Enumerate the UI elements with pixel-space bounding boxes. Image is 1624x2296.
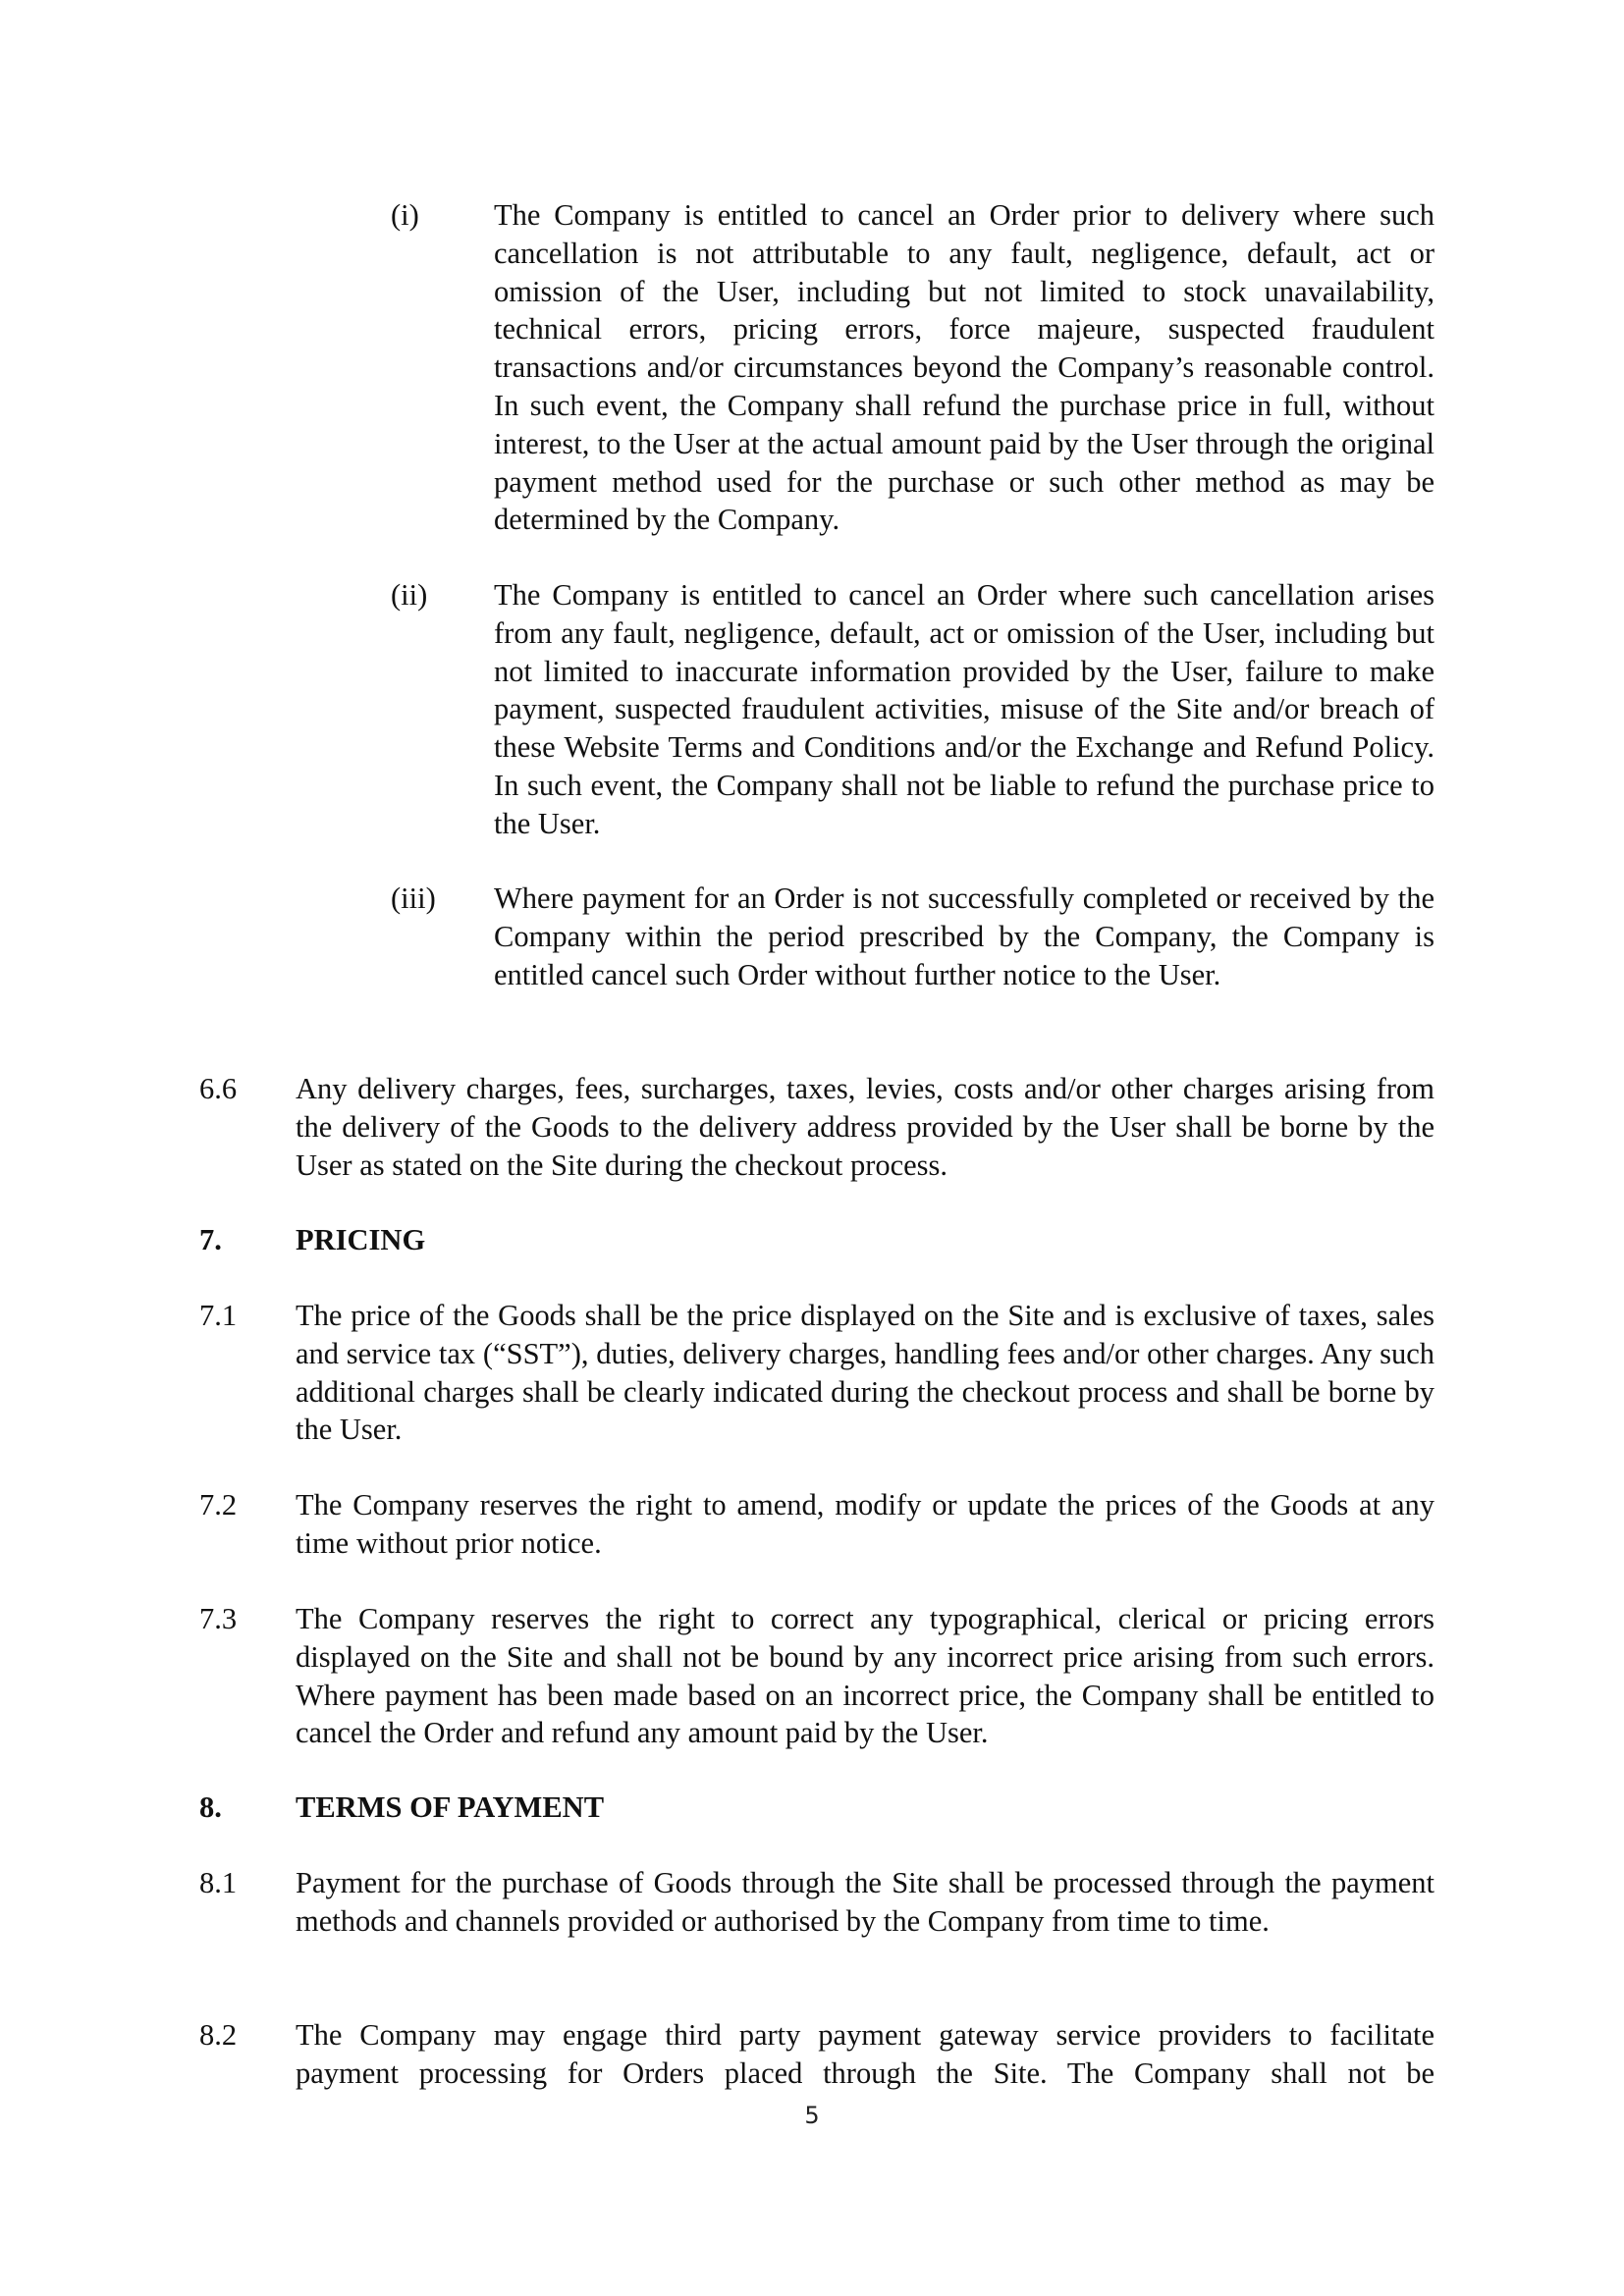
clause-number: 7.3 [199,1602,238,1635]
section-number: 8. [199,1790,222,1824]
clause-text: Any delivery charges, fees, surcharges, taxes, levies, costs and/or other charges arising from the delivery of the Goods to the delivery address provided by the User shall be borne by the User as stated on the Site during the checkout process. [296,1072,1435,1182]
clause-number: 7.2 [199,1488,238,1522]
sub-clause-text: The Company is entitled to cancel an Order where such cancellation arises from any fault, negligence, default, act or omission of the User, including but not limited to inaccurate information provided by the User, failure to make payment, suspected fraudulent activities, misuse of the Site and/or breach of these Website Terms and Conditions and/or the Exchange and Refund Policy. In such event, the Company shall not be liable to refund the purchase price to the User. [494,578,1435,840]
sub-clause-number: (i) [391,198,419,232]
clause-text: The Company reserves the right to amend, modify or update the prices of the Goods at any time without prior notice. [296,1488,1435,1560]
clause-text: The Company reserves the right to correct any typographical, clerical or pricing errors displayed on the Site and shall not be bound by any incorrect price arising from such errors. Where payment has been made based on an incorrect price, the Company shall be entitled to cancel the Order and refund any amount paid by the User. [296,1602,1435,1750]
section-title: PRICING [296,1223,426,1256]
clause-text: Payment for the purchase of Goods through the Site shall be processed through the payment methods and channels provided or authorised by the Company from time to time. [296,1866,1435,1938]
page-number: 5 [804,2102,820,2129]
clause-number: 6.6 [199,1072,238,1105]
section-title: TERMS OF PAYMENT [296,1790,605,1824]
sub-clause-number: (iii) [391,881,436,915]
sub-clause-text: The Company is entitled to cancel an Order prior to delivery where such cancellation is not attributable to any fault, negligence, default, act or omission of the User, including but not limited to stock unavailability, technical errors, pricing errors, force majeure, suspected fraudulent transactions and/or circumstances beyond the Company’s reasonable control. In such event, the Company shall refund the purchase price in full, without interest, to the User at the actual amount paid by the User through the original payment method used for the purchase or such other method as may be determined by the Company. [494,198,1435,537]
clause-text: The Company may engage third party payment gateway service providers to facilitate payment processing for Orders placed through the Site. The Company shall not be [296,2018,1435,2090]
clause-number: 7.1 [199,1299,238,1332]
clause-number: 8.1 [199,1866,238,1899]
sub-clause-text: Where payment for an Order is not successfully completed or received by the Company within the period prescribed by the Company, the Company is entitled cancel such Order without further notice to the User. [494,881,1435,991]
clause-number: 8.2 [199,2018,238,2052]
section-number: 7. [199,1223,222,1256]
clause-text: The price of the Goods shall be the price displayed on the Site and is exclusive of taxes, sales and service tax (“SST”), duties, delivery charges, handling fees and/or other charges. Any such additional charges shall be clearly indicated during the checkout process and shall be borne by the User. [296,1299,1435,1447]
sub-clause-number: (ii) [391,578,428,612]
